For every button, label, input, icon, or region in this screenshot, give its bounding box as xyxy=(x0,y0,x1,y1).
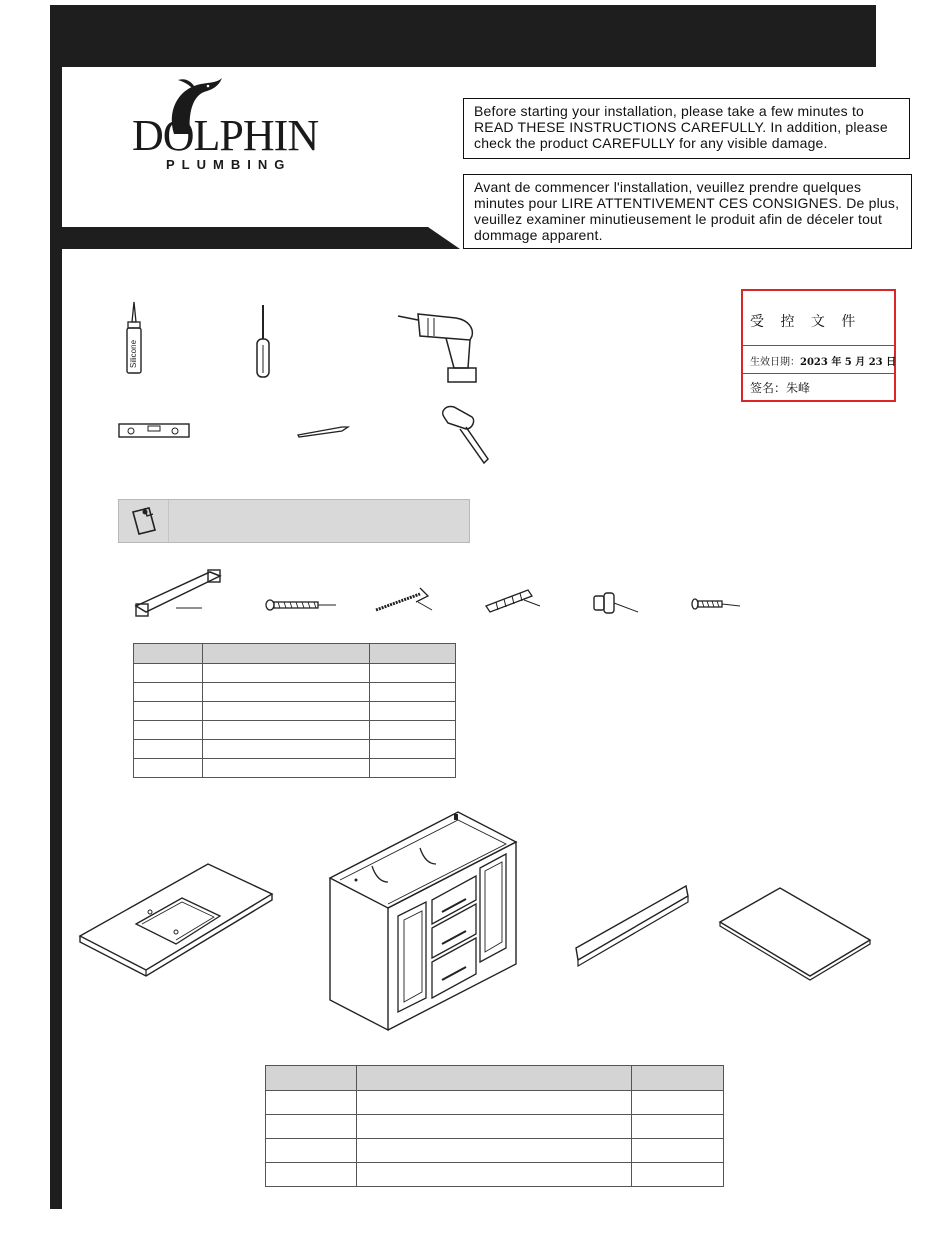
vanity-top-icon xyxy=(78,862,274,978)
table-cell xyxy=(356,1091,631,1115)
table-cell xyxy=(202,759,369,778)
note-pad-icon xyxy=(119,500,169,542)
screwdriver-icon xyxy=(253,303,273,379)
table-cell xyxy=(266,1115,357,1139)
table-cell xyxy=(632,1091,724,1115)
table-row xyxy=(134,721,456,740)
vanity-cabinet-icon xyxy=(326,808,522,1036)
hardware-table xyxy=(133,643,456,778)
side-panel-icon xyxy=(718,886,874,984)
stamp-sign-name: 朱峰 xyxy=(786,381,811,395)
silicone-label: Silicone xyxy=(129,339,138,368)
table-cell xyxy=(134,702,203,721)
table-row xyxy=(266,1163,724,1187)
table-cell xyxy=(202,664,369,683)
table-header-row xyxy=(266,1066,724,1091)
table-row xyxy=(134,664,456,683)
table-cell xyxy=(370,759,456,778)
rubber-mallet-icon xyxy=(438,403,494,465)
table-cell xyxy=(134,759,203,778)
table-cell xyxy=(266,1139,357,1163)
table-cell xyxy=(356,1163,631,1187)
notice-french: Avant de commencer l'installation, veuillez prendre quelques minutes pour LIRE ATTENTIVEMENT CES CONSIGNES. De plus, veuillez examiner minutieusement le produit afin de déceler tout dommage apparent. xyxy=(463,174,912,249)
power-drill-icon xyxy=(396,306,488,386)
brand-logo xyxy=(128,76,343,176)
table-cell xyxy=(632,1115,724,1139)
towel-bar-icon xyxy=(132,566,228,618)
table-row xyxy=(134,759,456,778)
table-row xyxy=(134,702,456,721)
knob-icon xyxy=(590,590,640,616)
spirit-level-icon xyxy=(118,423,190,439)
table-cell xyxy=(632,1163,724,1187)
table-cell xyxy=(370,683,456,702)
table-cell xyxy=(202,702,369,721)
table-cell xyxy=(134,664,203,683)
table-cell xyxy=(202,721,369,740)
table-cell xyxy=(370,740,456,759)
table-row xyxy=(134,683,456,702)
stamp-sign-row xyxy=(743,374,894,402)
table-cell xyxy=(632,1139,724,1163)
left-border-bar xyxy=(50,5,62,1209)
parts-table xyxy=(265,1065,724,1187)
table-cell xyxy=(134,721,203,740)
table-cell xyxy=(370,702,456,721)
table-cell xyxy=(202,644,369,664)
table-cell xyxy=(370,664,456,683)
table-header-row xyxy=(134,644,456,664)
table-row xyxy=(266,1139,724,1163)
brand-name: DOLPHIN xyxy=(132,111,319,160)
stamp-date-value: 2023 年 5 月 23 日 xyxy=(800,357,897,368)
table-row xyxy=(134,740,456,759)
table-cell xyxy=(356,1066,631,1091)
table-row xyxy=(266,1115,724,1139)
table-cell xyxy=(134,683,203,702)
brand-tagline: PLUMBING xyxy=(166,157,292,172)
table-cell xyxy=(632,1066,724,1091)
table-cell xyxy=(266,1066,357,1091)
note-banner xyxy=(118,499,470,543)
controlled-document-stamp xyxy=(741,289,896,402)
pencil-icon xyxy=(296,424,350,438)
header-band xyxy=(50,5,876,67)
table-cell xyxy=(356,1139,631,1163)
table-cell xyxy=(202,740,369,759)
table-cell xyxy=(202,683,369,702)
table-cell xyxy=(370,644,456,664)
stamp-date-label: 生效日期： xyxy=(750,357,800,368)
silicone-tube-icon xyxy=(122,300,146,376)
backsplash-icon xyxy=(574,884,692,968)
table-cell xyxy=(370,721,456,740)
table-cell xyxy=(134,644,203,664)
table-cell xyxy=(266,1163,357,1187)
stamp-date-row xyxy=(743,346,897,374)
table-row xyxy=(266,1091,724,1115)
section-band xyxy=(50,227,460,249)
table-cell xyxy=(266,1091,357,1115)
wood-screw-icon xyxy=(372,584,434,614)
short-screw-icon xyxy=(690,596,742,612)
wall-anchor-icon xyxy=(482,584,542,614)
table-cell xyxy=(134,740,203,759)
notice-english: Before starting your installation, please take a few minutes to READ THESE INSTRUCTIONS CAREFULLY. In addition, please check the product CAREFULLY for any visible damage. xyxy=(463,98,910,159)
stamp-sign-label: 签名： xyxy=(750,381,787,395)
stamp-title: 受 控 文 件 xyxy=(743,291,894,346)
machine-screw-icon xyxy=(264,598,338,612)
table-cell xyxy=(356,1115,631,1139)
